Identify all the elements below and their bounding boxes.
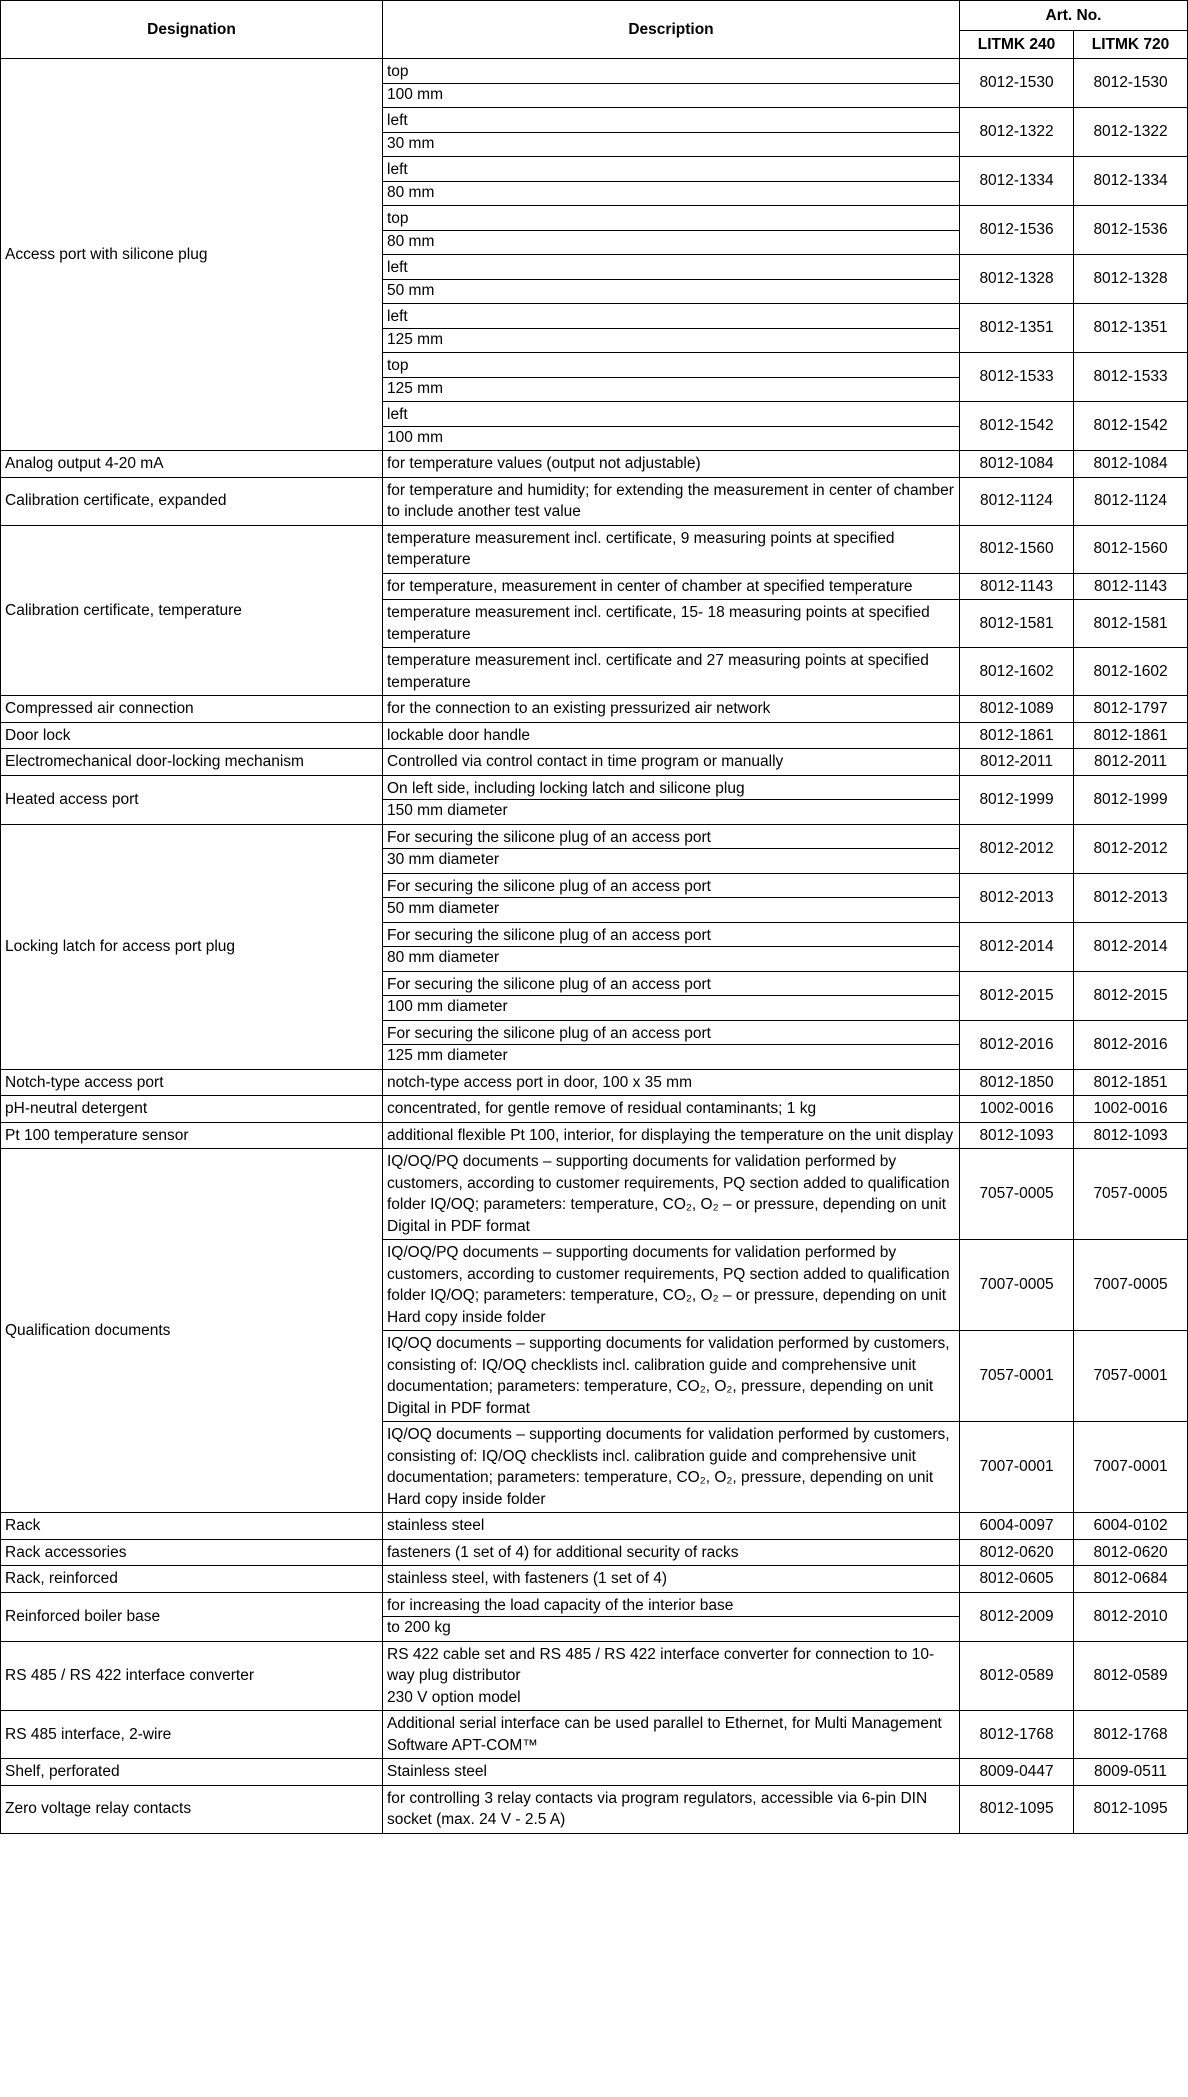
description-line: for the connection to an existing pressurized air network xyxy=(387,700,771,717)
description-cell xyxy=(383,1539,960,1566)
art-no-cell-litmk-720: 8012-1334 xyxy=(1074,157,1188,206)
art-no-cell-litmk-720: 8012-2013 xyxy=(1074,873,1188,922)
description-line: For securing the silicone plug of an access port xyxy=(387,926,711,944)
description-line: for temperature and humidity; for extending the measurement in center of chamber to include another test value xyxy=(387,481,954,520)
litmk-720-header: LITMK 720 xyxy=(1074,31,1188,59)
description-cell xyxy=(383,477,960,525)
art-no-cell-litmk-240: 8012-1334 xyxy=(960,157,1074,206)
art-no-cell-litmk-720: 8012-1851 xyxy=(1074,1069,1188,1096)
designation-cell: Door lock xyxy=(1,722,383,749)
table-row xyxy=(1,525,1188,573)
art-no-cell-litmk-720: 7057-0001 xyxy=(1074,1331,1188,1422)
description-cell xyxy=(383,696,960,723)
description-line: 80 mm diameter xyxy=(383,946,959,969)
description-line: 230 V option model xyxy=(387,1688,521,1706)
art-no-cell-litmk-720: 8012-1322 xyxy=(1074,108,1188,157)
art-no-cell-litmk-240: 8012-2014 xyxy=(960,922,1074,971)
description-cell xyxy=(383,1759,960,1786)
art-no-cell-litmk-240: 6004-0097 xyxy=(960,1513,1074,1540)
designation-cell: Electromechanical door-locking mechanism xyxy=(1,749,383,776)
description-line: temperature measurement incl. certificate, 9 measuring points at specified temperature xyxy=(387,529,895,568)
art-no-cell-litmk-240: 8012-1093 xyxy=(960,1122,1074,1149)
art-no-cell-litmk-720: 8012-1768 xyxy=(1074,1711,1188,1759)
designation-cell: RS 485 / RS 422 interface converter xyxy=(1,1641,383,1711)
art-no-cell-litmk-720: 8012-2016 xyxy=(1074,1020,1188,1069)
table-row xyxy=(1,1711,1188,1759)
art-no-cell-litmk-720: 1002-0016 xyxy=(1074,1096,1188,1123)
description-cell xyxy=(383,1711,960,1759)
art-no-cell-litmk-720: 8012-0684 xyxy=(1074,1566,1188,1593)
table-row xyxy=(1,749,1188,776)
table-row xyxy=(1,1759,1188,1786)
description-cell xyxy=(383,722,960,749)
art-no-cell-litmk-240: 8012-1084 xyxy=(960,451,1074,478)
designation-cell: Rack accessories xyxy=(1,1539,383,1566)
litmk-240-header: LITMK 240 xyxy=(960,31,1074,59)
description-line: left xyxy=(387,161,408,178)
art-no-cell-litmk-720: 7007-0005 xyxy=(1074,1240,1188,1331)
description-line: Digital in PDF format xyxy=(387,1217,530,1235)
description-line: fasteners (1 set of 4) for additional security of racks xyxy=(387,1543,739,1561)
description-cell xyxy=(383,749,960,776)
designation-cell: Access port with silicone plug xyxy=(1,59,383,451)
art-no-cell-litmk-240: 8012-1602 xyxy=(960,648,1074,696)
description-line: 80 mm xyxy=(383,181,959,204)
table-row xyxy=(1,451,1188,478)
description-cell xyxy=(383,59,960,108)
art-no-cell-litmk-720: 8012-1999 xyxy=(1074,775,1188,824)
description-cell xyxy=(383,108,960,157)
description-line: 100 mm diameter xyxy=(383,995,959,1018)
description-cell xyxy=(383,1240,960,1331)
art-no-cell-litmk-240: 8012-1999 xyxy=(960,775,1074,824)
art-no-cell-litmk-720: 8012-1536 xyxy=(1074,206,1188,255)
art-no-cell-litmk-720: 8012-1530 xyxy=(1074,59,1188,108)
description-line: 50 mm diameter xyxy=(383,897,959,920)
description-line: for increasing the load capacity of the interior base xyxy=(387,1596,734,1614)
description-cell xyxy=(383,402,960,451)
designation-cell: Analog output 4-20 mA xyxy=(1,451,383,478)
description-line: to 200 kg xyxy=(383,1616,959,1639)
art-no-cell-litmk-240: 8012-0589 xyxy=(960,1641,1074,1711)
art-no-cell-litmk-240: 8012-1768 xyxy=(960,1711,1074,1759)
art-no-cell-litmk-240: 8012-1536 xyxy=(960,206,1074,255)
designation-cell: Pt 100 temperature sensor xyxy=(1,1122,383,1149)
description-cell xyxy=(383,1513,960,1540)
table-row xyxy=(1,1641,1188,1711)
art-no-cell-litmk-720: 8012-1093 xyxy=(1074,1122,1188,1149)
description-cell xyxy=(383,873,960,922)
description-line: stainless steel, with fasteners (1 set of 4) xyxy=(387,1570,667,1587)
description-cell xyxy=(383,922,960,971)
art-no-cell-litmk-720: 8012-0589 xyxy=(1074,1641,1188,1711)
description-line: 30 mm xyxy=(383,132,959,155)
description-line: left xyxy=(387,259,408,276)
description-cell xyxy=(383,255,960,304)
description-line: IQ/OQ/PQ documents – supporting documents for validation performed by customers, according to customer requirements, PQ section added to qualification folder IQ/OQ; parameters: temperature, CO₂, O₂ – or pressure, depending on unit xyxy=(387,1244,950,1304)
art-no-cell-litmk-240: 8012-2015 xyxy=(960,971,1074,1020)
table-row xyxy=(1,775,1188,824)
art-no-cell-litmk-240: 8012-1143 xyxy=(960,573,1074,600)
description-line: 80 mm xyxy=(383,230,959,253)
table-row xyxy=(1,1069,1188,1096)
table-row xyxy=(1,1096,1188,1123)
table-row xyxy=(1,477,1188,525)
art-no-cell-litmk-240: 8012-2012 xyxy=(960,824,1074,873)
description-line: RS 422 cable set and RS 485 / RS 422 interface converter for connection to 10-way plug distributor xyxy=(387,1645,935,1684)
art-no-cell-litmk-720: 8012-1095 xyxy=(1074,1785,1188,1833)
art-no-cell-litmk-720: 8012-1328 xyxy=(1074,255,1188,304)
art-no-cell-litmk-240: 8012-1089 xyxy=(960,696,1074,723)
description-header: Description xyxy=(383,1,960,59)
description-line: For securing the silicone plug of an access port xyxy=(387,1024,711,1042)
art-no-cell-litmk-240: 8012-1581 xyxy=(960,600,1074,648)
art-no-cell-litmk-240: 8012-2013 xyxy=(960,873,1074,922)
description-cell xyxy=(383,1149,960,1240)
description-cell xyxy=(383,1422,960,1513)
description-line: Additional serial interface can be used parallel to Ethernet, for Multi Management Software APT-COM™ xyxy=(387,1715,942,1754)
description-line: additional flexible Pt 100, interior, for displaying the temperature on the unit display xyxy=(387,1126,954,1144)
designation-cell: Shelf, perforated xyxy=(1,1759,383,1786)
description-cell xyxy=(383,451,960,478)
description-cell xyxy=(383,1020,960,1069)
art-no-cell-litmk-720: 8012-2011 xyxy=(1074,749,1188,776)
table-row xyxy=(1,1539,1188,1566)
description-line: left xyxy=(387,406,408,423)
table-row xyxy=(1,696,1188,723)
description-cell xyxy=(383,971,960,1020)
description-cell xyxy=(383,157,960,206)
designation-header: Designation xyxy=(1,1,383,59)
art-no-cell-litmk-240: 7057-0001 xyxy=(960,1331,1074,1422)
art-no-cell-litmk-240: 8012-1533 xyxy=(960,353,1074,402)
description-line: left xyxy=(387,112,408,129)
description-line: 30 mm diameter xyxy=(383,848,959,871)
description-cell xyxy=(383,1331,960,1422)
designation-cell: Rack, reinforced xyxy=(1,1566,383,1593)
description-line: concentrated, for gentle remove of residual contaminants; 1 kg xyxy=(387,1100,817,1117)
art-no-cell-litmk-720: 8012-2012 xyxy=(1074,824,1188,873)
art-no-cell-litmk-720: 8012-1533 xyxy=(1074,353,1188,402)
description-line: Controlled via control contact in time program or manually xyxy=(387,753,784,770)
description-cell xyxy=(383,353,960,402)
art-no-cell-litmk-720: 8012-2014 xyxy=(1074,922,1188,971)
designation-cell: Heated access port xyxy=(1,775,383,824)
description-cell xyxy=(383,573,960,600)
table-body xyxy=(1,59,1188,1834)
table-row xyxy=(1,824,1188,873)
description-line: IQ/OQ/PQ documents – supporting documents for validation performed by customers, according to customer requirements, PQ section added to qualification folder IQ/OQ; parameters: temperature, CO₂, O₂ – or pressure, depending on unit xyxy=(387,1153,950,1213)
art-no-cell-litmk-720: 7007-0001 xyxy=(1074,1422,1188,1513)
description-line: for temperature, measurement in center of chamber at specified temperature xyxy=(387,577,913,595)
art-no-cell-litmk-720: 6004-0102 xyxy=(1074,1513,1188,1540)
art-no-cell-litmk-240: 8012-1850 xyxy=(960,1069,1074,1096)
description-line: left xyxy=(387,308,408,325)
table-row xyxy=(1,59,1188,108)
art-no-cell-litmk-240: 7007-0001 xyxy=(960,1422,1074,1513)
description-line: Hard copy inside folder xyxy=(387,1308,546,1326)
description-cell xyxy=(383,1096,960,1123)
table-row xyxy=(1,1566,1188,1593)
art-no-header: Art. No. xyxy=(960,1,1188,31)
designation-cell: Notch-type access port xyxy=(1,1069,383,1096)
art-no-cell-litmk-240: 8009-0447 xyxy=(960,1759,1074,1786)
description-cell xyxy=(383,775,960,824)
description-line: notch-type access port in door, 100 x 35 mm xyxy=(387,1073,692,1091)
description-cell xyxy=(383,1592,960,1641)
table-header xyxy=(1,1,1188,59)
description-line: for controlling 3 relay contacts via program regulators, accessible via 6-pin DIN socket (max. 24 V - 2.5 A) xyxy=(387,1789,928,1828)
art-no-cell-litmk-240: 8012-2011 xyxy=(960,749,1074,776)
description-line: IQ/OQ documents – supporting documents for validation performed by customers, consisting of: IQ/OQ checklists incl. calibration guide and comprehensive unit documentation; parameters: temperature, CO₂, O₂, pressure, depending on unit xyxy=(387,1335,950,1395)
art-no-cell-litmk-720: 8012-2010 xyxy=(1074,1592,1188,1641)
table-row xyxy=(1,722,1188,749)
description-line: For securing the silicone plug of an access port xyxy=(387,877,711,895)
description-cell xyxy=(383,525,960,573)
art-no-cell-litmk-720: 7057-0005 xyxy=(1074,1149,1188,1240)
designation-cell: Compressed air connection xyxy=(1,696,383,723)
art-no-cell-litmk-720: 8009-0511 xyxy=(1074,1759,1188,1786)
description-line: Hard copy inside folder xyxy=(387,1490,546,1508)
art-no-cell-litmk-240: 8012-0605 xyxy=(960,1566,1074,1593)
description-line: For securing the silicone plug of an access port xyxy=(387,828,711,846)
art-no-cell-litmk-720: 8012-1560 xyxy=(1074,525,1188,573)
designation-cell: Calibration certificate, temperature xyxy=(1,525,383,696)
art-no-cell-litmk-240: 8012-1328 xyxy=(960,255,1074,304)
table-row xyxy=(1,1149,1188,1240)
art-no-cell-litmk-720: 8012-0620 xyxy=(1074,1539,1188,1566)
art-no-cell-litmk-240: 8012-1530 xyxy=(960,59,1074,108)
art-no-cell-litmk-720: 8012-1602 xyxy=(1074,648,1188,696)
table-row xyxy=(1,1785,1188,1833)
description-line: 150 mm diameter xyxy=(383,799,959,822)
description-line: Digital in PDF format xyxy=(387,1399,530,1417)
description-line: 50 mm xyxy=(383,279,959,302)
designation-cell: Calibration certificate, expanded xyxy=(1,477,383,525)
art-no-cell-litmk-240: 1002-0016 xyxy=(960,1096,1074,1123)
designation-cell: Locking latch for access port plug xyxy=(1,824,383,1069)
art-no-cell-litmk-720: 8012-1581 xyxy=(1074,600,1188,648)
description-line: For securing the silicone plug of an access port xyxy=(387,975,711,993)
description-cell xyxy=(383,1069,960,1096)
art-no-cell-litmk-240: 7057-0005 xyxy=(960,1149,1074,1240)
designation-cell: RS 485 interface, 2-wire xyxy=(1,1711,383,1759)
art-no-cell-litmk-720: 8012-1861 xyxy=(1074,722,1188,749)
description-line: temperature measurement incl. certificate, 15- 18 measuring points at specified temperature xyxy=(387,604,930,643)
art-no-cell-litmk-240: 8012-2016 xyxy=(960,1020,1074,1069)
art-no-cell-litmk-720: 8012-1797 xyxy=(1074,696,1188,723)
description-cell xyxy=(383,304,960,353)
art-no-cell-litmk-240: 7007-0005 xyxy=(960,1240,1074,1331)
art-no-cell-litmk-240: 8012-1560 xyxy=(960,525,1074,573)
description-cell xyxy=(383,824,960,873)
description-line: stainless steel xyxy=(387,1517,485,1534)
art-no-cell-litmk-240: 8012-2009 xyxy=(960,1592,1074,1641)
description-line: 125 mm diameter xyxy=(383,1044,959,1067)
description-line: 125 mm xyxy=(383,328,959,351)
designation-cell: Rack xyxy=(1,1513,383,1540)
art-no-cell-litmk-720: 8012-1124 xyxy=(1074,477,1188,525)
table-row xyxy=(1,1122,1188,1149)
description-line: 100 mm xyxy=(383,426,959,449)
designation-cell: Reinforced boiler base xyxy=(1,1592,383,1641)
art-no-cell-litmk-240: 8012-0620 xyxy=(960,1539,1074,1566)
art-no-cell-litmk-720: 8012-1143 xyxy=(1074,573,1188,600)
art-no-cell-litmk-720: 8012-2015 xyxy=(1074,971,1188,1020)
description-line: top xyxy=(387,210,409,227)
description-line: top xyxy=(387,63,409,80)
description-line: top xyxy=(387,357,409,374)
art-no-cell-litmk-720: 8012-1542 xyxy=(1074,402,1188,451)
description-cell xyxy=(383,1122,960,1149)
description-cell xyxy=(383,648,960,696)
description-line: for temperature values (output not adjustable) xyxy=(387,455,701,472)
table-row xyxy=(1,1592,1188,1641)
art-no-cell-litmk-240: 8012-1322 xyxy=(960,108,1074,157)
description-line: Stainless steel xyxy=(387,1763,487,1780)
description-cell xyxy=(383,1566,960,1593)
designation-cell: pH-neutral detergent xyxy=(1,1096,383,1123)
table-row xyxy=(1,1513,1188,1540)
description-line: 100 mm xyxy=(383,83,959,106)
art-no-cell-litmk-240: 8012-1095 xyxy=(960,1785,1074,1833)
description-cell xyxy=(383,206,960,255)
description-cell xyxy=(383,1641,960,1711)
art-no-cell-litmk-240: 8012-1124 xyxy=(960,477,1074,525)
art-no-cell-litmk-240: 8012-1861 xyxy=(960,722,1074,749)
description-cell xyxy=(383,1785,960,1833)
description-line: temperature measurement incl. certificate and 27 measuring points at specified temperature xyxy=(387,652,929,691)
art-no-cell-litmk-720: 8012-1351 xyxy=(1074,304,1188,353)
description-cell xyxy=(383,600,960,648)
art-no-cell-litmk-720: 8012-1084 xyxy=(1074,451,1188,478)
designation-cell: Zero voltage relay contacts xyxy=(1,1785,383,1833)
description-line: 125 mm xyxy=(383,377,959,400)
description-line: lockable door handle xyxy=(387,726,531,744)
description-line: IQ/OQ documents – supporting documents for validation performed by customers, consisting of: IQ/OQ checklists incl. calibration guide and comprehensive unit documentation; parameters: temperature, CO₂, O₂, pressure, depending on unit xyxy=(387,1426,950,1486)
art-no-cell-litmk-240: 8012-1351 xyxy=(960,304,1074,353)
art-no-cell-litmk-240: 8012-1542 xyxy=(960,402,1074,451)
designation-cell: Qualification documents xyxy=(1,1149,383,1513)
description-line: On left side, including locking latch and silicone plug xyxy=(387,779,745,797)
